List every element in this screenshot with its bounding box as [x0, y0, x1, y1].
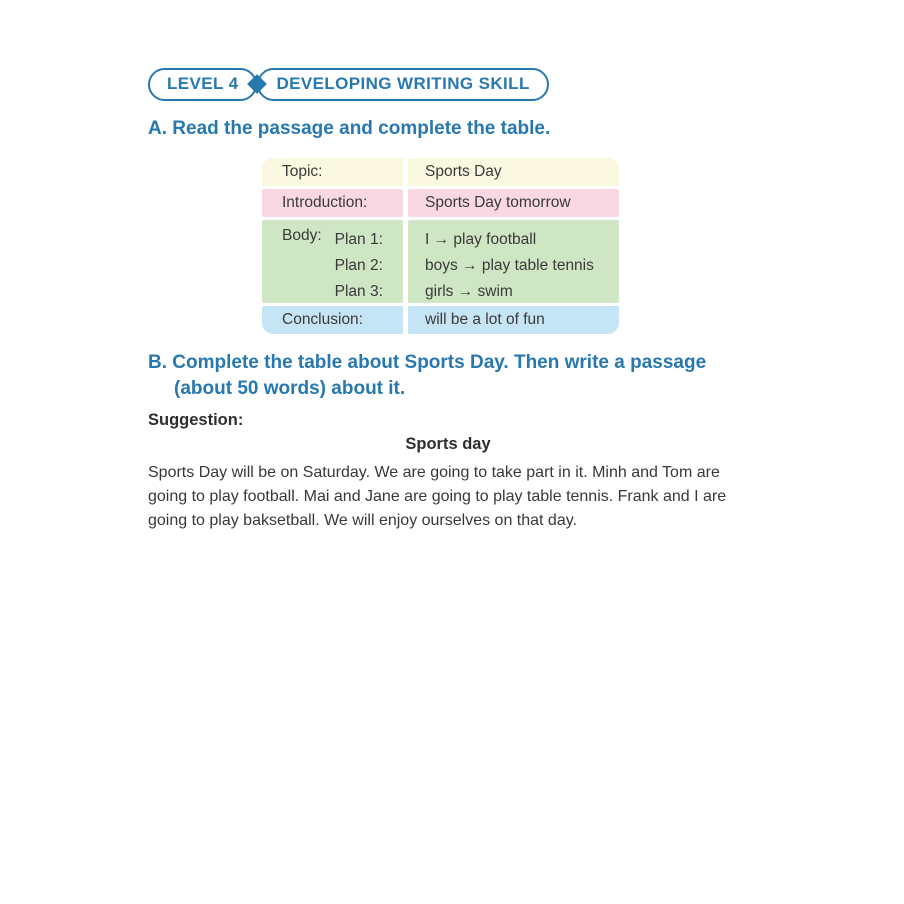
table-row-introduction [262, 189, 619, 217]
plan-1-label: Plan 1: [334, 231, 383, 248]
conclusion-value-cell [408, 306, 619, 334]
body-plan-values [425, 227, 594, 305]
plan-1-value: I → play football [425, 231, 537, 248]
plan-3-value: girls → swim [425, 283, 513, 300]
skill-badge [257, 68, 548, 101]
topic-value: Sports Day [425, 163, 502, 180]
topic-label-cell [262, 158, 403, 186]
body-plan-labels [335, 227, 383, 305]
conclusion-label-cell [262, 306, 403, 334]
topic-label: Topic: [282, 163, 323, 180]
topic-value-cell [408, 158, 619, 186]
plan-3-label: Plan 3: [334, 283, 383, 300]
passage-body: Sports Day will be on Saturday. We are going to take part in it. Minh and Tom are going to play football. Mai and Jane are going to play table tennis. Frank and I are going to play baksetball. We will enjoy ourselves on that day. [148, 464, 727, 529]
introduction-value-cell [408, 189, 619, 217]
plan-2-label: Plan 2: [334, 257, 383, 274]
body-value-cell [408, 220, 619, 303]
body-label-cell [262, 220, 403, 303]
introduction-label: Introduction: [282, 194, 368, 211]
suggestion-label: Suggestion: [148, 411, 244, 429]
skill-badge-label: DEVELOPING WRITING SKILL [276, 74, 530, 93]
introduction-value: Sports Day tomorrow [425, 194, 571, 211]
plan-2-value: boys → play table tennis [425, 257, 594, 274]
section-a-heading: A. Read the passage and complete the table. [148, 118, 551, 139]
body-label: Body: [282, 227, 322, 244]
summary-table [262, 158, 619, 334]
table-row-body [262, 220, 619, 303]
header-badge-row [148, 67, 752, 101]
level-badge-label: LEVEL 4 [167, 74, 239, 93]
conclusion-value: will be a lot of fun [425, 311, 545, 328]
passage-title: Sports day [405, 435, 491, 453]
worksheet-content [148, 67, 752, 533]
section-b-heading: B. Complete the table about Sports Day. Then write a passage (about 50 words) about it. [148, 352, 707, 399]
table-row-conclusion [262, 306, 619, 334]
conclusion-label: Conclusion: [282, 311, 363, 328]
introduction-label-cell [262, 189, 403, 217]
table-row-topic [262, 158, 619, 186]
level-badge [148, 68, 257, 101]
